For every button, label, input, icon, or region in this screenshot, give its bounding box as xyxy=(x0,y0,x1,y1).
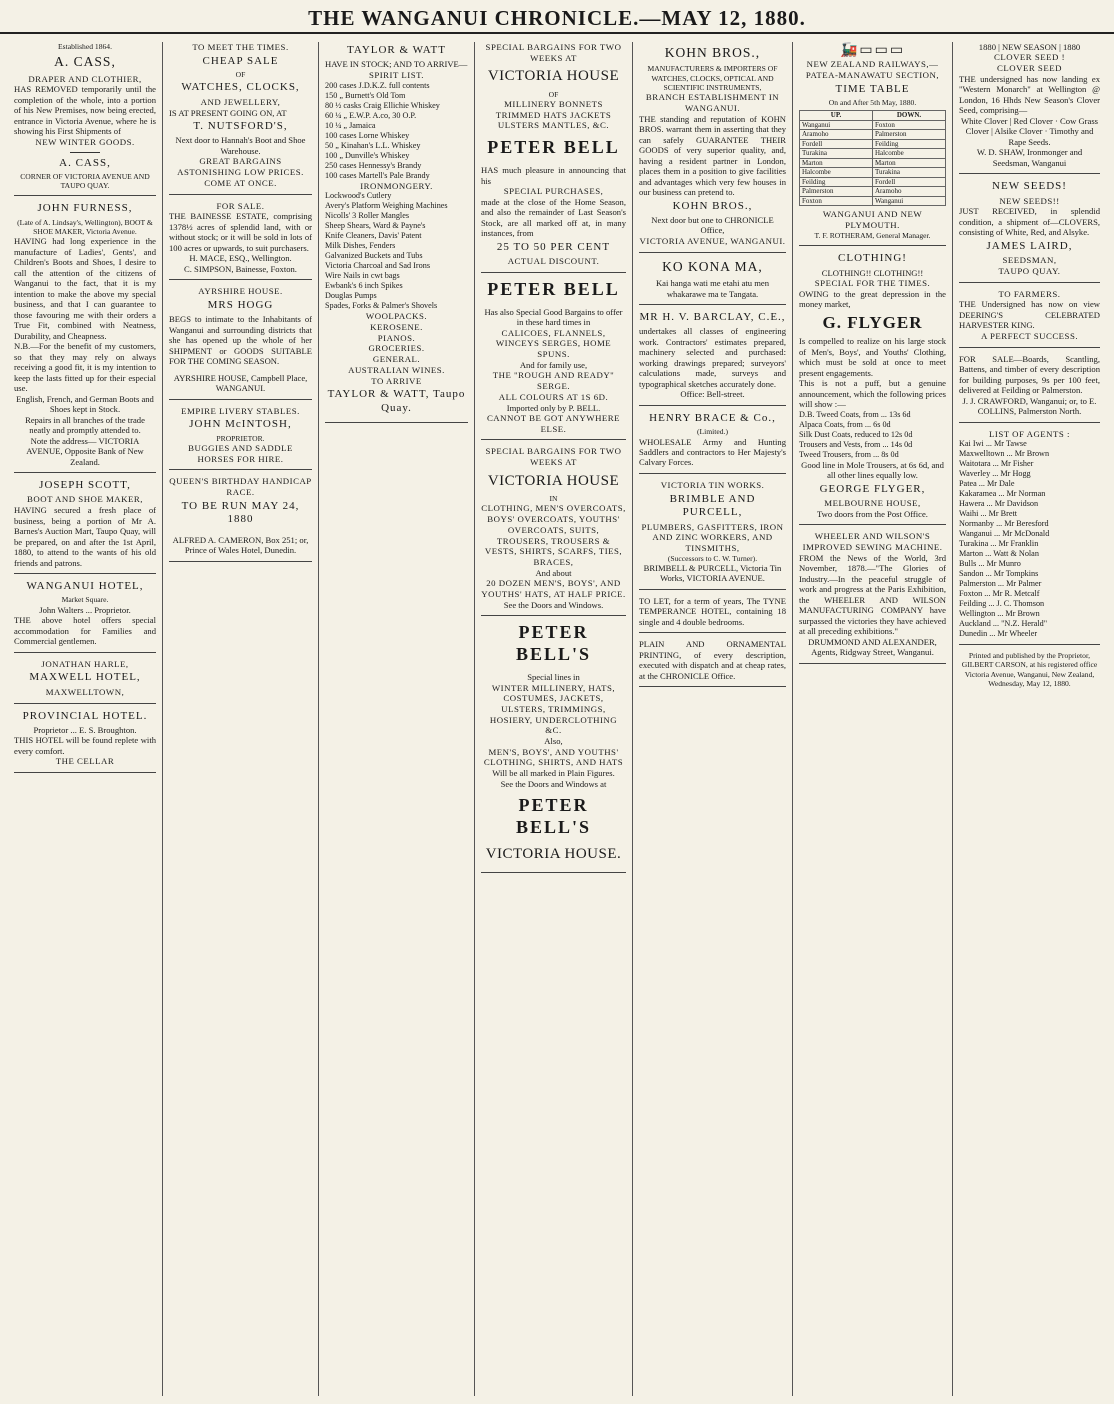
peter-bell: PETER BELL xyxy=(487,137,620,158)
hotel-body: THE above hotel offers special accommodation for Families and Commercial gentlemen. xyxy=(14,615,156,647)
pb3-plain: Will be all marked in Plain Figures. xyxy=(492,768,615,779)
timetable-table xyxy=(799,110,946,206)
laird: JAMES LAIRD, xyxy=(986,239,1073,252)
station-up: Foxton xyxy=(800,196,873,206)
ad-victoria-house-1 xyxy=(481,42,626,273)
agents: LIST OF AGENTS : xyxy=(989,428,1070,439)
flyger-body: Is compelled to realize on his large stock of Men's, Boys', and Youths' Clothing, which must be sold at once to meet present engagements. xyxy=(799,336,946,378)
cass-address: CORNER OF VICTORIA AVENUE AND TAUPO QUAY. xyxy=(20,171,150,191)
tw-iron-items xyxy=(325,191,468,311)
simpson: C. SIMPSON, Bainesse, Foxton. xyxy=(184,263,297,274)
column-4 xyxy=(475,42,633,1396)
furness-nb: N.B.—For the benefit of my customers, so that they may rely on always receiving a good fit, it is my intention to keep the lasts fitted up for their especial use. xyxy=(14,341,156,394)
agent-item: Sandon ... Mr Tompkins xyxy=(959,569,1039,579)
column-7 xyxy=(953,42,1106,1396)
imprint: Printed and published by the Proprietor, GILBERT CARSON, at his registered office Victoria Avenue, Wanganui, New Zealand, Wednesday, May 12, 1880. xyxy=(961,651,1098,688)
furness-address: Note the address— VICTORIA AVENUE, Opposite Bank of New Zealand. xyxy=(26,435,144,467)
clothing: CLOTHING! xyxy=(838,252,907,265)
spirit-item: 50 „ Kinahan's L.L. Whiskey xyxy=(325,140,421,150)
kohn-next: Next door but one to CHRONICLE Office, xyxy=(651,214,774,236)
station-down: Turakina xyxy=(873,168,946,178)
spirit-item: 100 cases Lorne Whiskey xyxy=(325,130,410,140)
printing: PLAIN AND ORNAMENTAL PRINTING, of every description, executed with dispatch and at cheap rates, at the CHRONICLE Office. xyxy=(639,639,786,681)
iron-item: Nicolls' 3 Roller Mangles xyxy=(325,211,410,221)
twodoors: Two doors from the Post Office. xyxy=(817,508,928,519)
pb-actual: ACTUAL DISCOUNT. xyxy=(507,256,600,267)
agent-item: Dunedin ... Mr Wheeler xyxy=(959,629,1038,639)
station-up: Feilding xyxy=(800,177,873,187)
vh-special: SPECIAL BARGAINS FOR TWO WEEKS AT xyxy=(485,42,622,63)
peter-bells: PETER BELL'S xyxy=(515,622,592,665)
agent-item: Palmerston ... Mr Palmer xyxy=(959,579,1042,589)
agent-list xyxy=(959,439,1100,639)
clover-body: THE undersigned has now landing ex "Western Monarch" at Wellington @ London, 16 Hhds New Season's Clover Seed, comprising— xyxy=(959,73,1100,116)
agent-item: Kai Iwi ... Mr Tawse xyxy=(959,439,1027,449)
vh2-doors: See the Doors and Windows. xyxy=(503,599,604,610)
iron-item: Sheep Shears, Ward & Payne's xyxy=(325,221,426,231)
spirit-item: 150 „ Burnett's Old Tom xyxy=(325,90,406,100)
iron-item: Galvanized Buckets and Tubs xyxy=(325,251,423,261)
ad-kokona xyxy=(639,259,786,305)
queens: QUEEN'S BIRTHDAY HANDICAP RACE. xyxy=(169,476,312,498)
barclay: MR H. V. BARCLAY, C.E., xyxy=(639,311,786,324)
ad-nutsford xyxy=(169,42,312,195)
station-down: Fordell xyxy=(873,177,946,187)
agent-item: Patea ... Mr Dale xyxy=(959,479,1015,489)
newseeds: NEW SEEDS! xyxy=(992,180,1067,193)
seeds: White Clover | Red Clover · Cow Grass Clover | Alsike Clover · Timothy and Rape Seeds. xyxy=(960,115,1099,147)
station-down: Wanganui xyxy=(873,196,946,206)
watches: WATCHES, CLOCKS, xyxy=(181,81,300,94)
tw-wool: WOOLPACKS. xyxy=(365,311,428,322)
agent-item: Hawera ... Mr Davidson xyxy=(959,499,1039,509)
jewellery: AND JEWELLERY, xyxy=(200,96,281,107)
kohn-addr: VICTORIA AVENUE, WANGANUI. xyxy=(639,235,786,246)
ad-new-seeds xyxy=(959,180,1100,282)
barclay-body: undertakes all classes of engineering work. Contractors' estimates prepared, machinery selected and purchased: working drawings prepared; surveyors' calculations made, surveys and typographical sketches accurately done. xyxy=(639,326,786,389)
ayrshire: AYRSHIRE HOUSE. xyxy=(198,286,283,297)
crawford: J. J. CRAWFORD, Wanganui; or, to E. COLLINS, Palmerston North. xyxy=(962,395,1097,417)
timber: FOR SALE—Boards, Scantling, Battens, and timber of every description for building purposes, 9s per 100 feet, delivered at Feilding or Palmerston. xyxy=(959,353,1100,396)
taupo: TAUPO QUAY. xyxy=(998,265,1061,276)
agent-item: Waitotara ... Mr Fisher xyxy=(959,459,1034,469)
tw-general: GENERAL. xyxy=(372,354,421,365)
rail2: WANGANUI AND NEW PLYMOUTH. xyxy=(822,209,923,231)
drummond: DRUMMOND AND ALEXANDER, Agents, Ridgway Street, Wanganui. xyxy=(808,636,937,658)
tolet: TO LET, for a term of years, The TYNE TEMPERANCE HOTEL, containing 18 single and 4 double bedrooms. xyxy=(639,595,786,627)
pb-made: made at the close of the Home Season, and also the remainder of Last Season's Stock, are all marked off at, in many instances, from xyxy=(481,196,626,239)
after: On and After 5th May, 1880. xyxy=(828,97,917,107)
shaw: W. D. SHAW, Ironmonger and Seedsman, Wanganui xyxy=(976,147,1083,168)
agent-item: Wanganui ... Mr McDonald xyxy=(959,529,1050,539)
hotel-name: WANGANUI HOTEL, xyxy=(26,580,144,593)
prov-name: PROVINCIAL HOTEL. xyxy=(22,709,148,722)
kohn-body: THE standing and reputation of KOHN BROS. warrant them in asserting that they can safely GUARANTEE THEIR GOODS of very superior quality, and, having a resident partner in London, places them in a position to give facilities and advantages which very few houses in our business can pretend to. xyxy=(639,113,786,198)
newspaper-title: THE WANGANUI CHRONICLE.—MAY 12, 1880. xyxy=(308,6,806,30)
tinworks: VICTORIA TIN WORKS. xyxy=(660,479,765,490)
ad-railways xyxy=(799,42,946,246)
ad-ayrshire xyxy=(169,286,312,400)
clover2: CLOVER SEED xyxy=(997,63,1062,74)
brace-sub: (Limited.) xyxy=(697,427,728,437)
wheeler-body: FROM the News of the World, 3rd November, 1878.—"The Glories of Industry.—In the peaceful struggle of work and progress at the Paris Exhibition, the WHEELER AND WILSON MANUFACTURING COMPANY have surpassed the victories they have achieved at all preceding exhibitions." xyxy=(799,552,946,637)
vh-millinery: MILLINERY BONNETS TRIMMED HATS JACKETS ULSTERS MANTLES, &C. xyxy=(495,98,612,131)
body1: IS AT PRESENT GOING ON, AT xyxy=(169,107,287,118)
next: Next door to Hannah's Boot and Shoe Warehouse. xyxy=(175,135,306,156)
clothing2: CLOTHING!! CLOTHING!! xyxy=(821,267,924,278)
iron-item: Milk Dishes, Fenders xyxy=(325,241,396,251)
price-item: Tweed Trousers, from ... 8s 0d xyxy=(799,449,899,459)
column-5 xyxy=(633,42,793,1396)
vh2-about: And about xyxy=(535,567,572,578)
agent-item: Maxwelltown ... Mr Brown xyxy=(959,449,1050,459)
deering: THE Undersigned has now on view DEERING'S CELEBRATED HARVESTER KING. xyxy=(959,299,1100,331)
agent-item: Wellington ... Mr Brown xyxy=(959,609,1040,619)
come: COME AT ONCE. xyxy=(204,177,277,188)
ad-provincial-hotel xyxy=(14,710,156,774)
agent-item: Waihi ... Mr Brett xyxy=(959,509,1018,519)
agent-item: Foxton ... Mr R. Metcalf xyxy=(959,589,1040,599)
vh2-special: SPECIAL BARGAINS FOR TWO WEEKS AT xyxy=(485,446,622,468)
ad-furness xyxy=(14,202,156,473)
vh2-dozen: 20 DOZEN MEN'S, BOYS', AND YOUTHS' HATS, AT HALF PRICE. xyxy=(481,578,626,599)
pb-colours: ALL COLOURS AT 1S 6D. xyxy=(498,391,609,402)
hotel-sub: Market Square. xyxy=(61,595,109,605)
mace: H. MACE, ESQ., Wellington. xyxy=(189,253,292,264)
runmay: TO BE RUN MAY 24, 1880 xyxy=(181,499,300,526)
spirit-item: 10 ¼ „ Jamaica xyxy=(325,120,376,130)
wheeler: WHEELER AND WILSON'S IMPROVED SEWING MACHINE. xyxy=(802,531,943,553)
astonish: ASTONISHING LOW PRICES. xyxy=(177,167,304,178)
iron-item: Douglas Pumps xyxy=(325,291,377,301)
nutsford: T. NUTSFORD'S, xyxy=(193,119,288,132)
ad-victoria-house-2 xyxy=(481,446,626,616)
timetable: TIME TABLE xyxy=(835,82,910,95)
furness-repairs: Repairs in all branches of the trade neatly and promptly attended to. xyxy=(25,414,145,436)
agent-item: Kakaramea ... Mr Norman xyxy=(959,489,1046,499)
ad-barclay xyxy=(639,311,786,406)
spirit-item: 200 cases J.D.K.Z. full contents xyxy=(325,80,430,90)
spirit-item: 250 cases Hennessy's Brandy xyxy=(325,160,422,170)
ad-timber xyxy=(959,354,1100,423)
ad-scott xyxy=(14,479,156,574)
station-up: Turakina xyxy=(800,149,873,159)
flyger-prices xyxy=(799,410,946,460)
brace-body: WHOLESALE Army and Hunting Saddlers and contractors to Her Majesty's Calvary Forces. xyxy=(639,436,786,468)
tw-spirit: SPIRIT LIST. xyxy=(368,69,425,80)
ad-farmers xyxy=(959,289,1100,348)
furness-name: JOHN FURNESS, xyxy=(37,202,133,215)
ad-taylor-watt xyxy=(325,44,468,423)
station-down: Halcombe xyxy=(873,149,946,159)
iron-item: Spades, Forks & Palmer's Shovels xyxy=(325,301,438,311)
ad-bainesse xyxy=(169,201,312,281)
pb-rough: THE "ROUGH AND READY" SERGE. xyxy=(492,370,615,392)
puff: This is not a puff, but a genuine announcement, which the following prices will show :— xyxy=(799,378,946,410)
spirit-item: 60 ¼ „ E.W.P. A.co, 30 O.P. xyxy=(325,110,417,120)
hogg-body: BEGS to intimate to the Inhabitants of Wanganui and surrounding districts that she has opened up the whole of her SHIPMENT or GOODS SUITABLE FOR THE COMING SEASON. xyxy=(169,314,312,367)
cass-goods: NEW WINTER GOODS. xyxy=(35,136,135,147)
mcintosh: JOHN McINTOSH, xyxy=(189,418,292,431)
masthead xyxy=(0,0,1114,34)
tw-title: TAYLOR & WATT xyxy=(347,44,446,56)
seasonhead: 1880 | NEW SEASON | 1880 xyxy=(978,42,1081,52)
pb-calicoes: CALICOES, FLANNELS, WINCEYS SERGES, HOME SPUNS. xyxy=(495,327,612,360)
of: OF xyxy=(235,70,246,80)
station-down: Marton xyxy=(873,158,946,168)
melbourne: MELBOURNE HOUSE, xyxy=(824,498,921,509)
farmers: TO FARMERS. xyxy=(998,288,1061,299)
tw-iron: IRONMONGERY. xyxy=(360,180,433,191)
forsale: FOR SALE. xyxy=(216,200,265,211)
station-up: Fordell xyxy=(800,139,873,149)
brimble: BRIMBLE AND PURCELL, xyxy=(669,492,756,519)
ad-printing xyxy=(639,639,786,687)
station-down: Foxton xyxy=(873,120,946,130)
vh-title: VICTORIA HOUSE xyxy=(487,68,620,85)
scott-trade: BOOT AND SHOE MAKER, xyxy=(27,494,143,505)
scott-body: HAVING secured a fresh place of business, being a portion of Mr A. Barnes's Auction Mart, Taupo Quay, will be prepared, on and after the 1st April, 1880, to attend to the wants of his old friends and patrons. xyxy=(14,505,156,568)
iron-item: Wire Nails in cwt bags xyxy=(325,271,400,281)
owing: OWING to the great depression in the money market, xyxy=(799,288,946,310)
ad-agents xyxy=(959,429,1100,646)
kohn-est: BRANCH ESTABLISHMENT IN WANGANUI. xyxy=(645,92,780,113)
success: A PERFECT SUCCESS. xyxy=(980,330,1079,341)
established-line: Established 1864. xyxy=(58,42,112,51)
maxwell-name: MAXWELL HOTEL, xyxy=(29,671,141,684)
special-times: SPECIAL FOR THE TIMES. xyxy=(814,278,931,289)
furness-sub: (Late of A. Lindsay's, Wellington), BOOT & SHOE MAKER, Victoria Avenue. xyxy=(17,217,153,237)
kokona-sub: Kai hanga wati me etahi atu men whakarawe ma te Tangata. xyxy=(655,278,770,299)
pb3-also: Also, xyxy=(544,736,563,747)
livery: EMPIRE LIVERY STABLES. xyxy=(181,405,300,416)
pb3-winter: WINTER MILLINERY, HATS, COSTUMES, JACKETS, ULSTERS, TRIMMINGS, HOSIERY, UNDERCLOTHING &C. xyxy=(489,682,618,736)
up-header: UP. xyxy=(800,111,873,121)
price-item: Silk Dust Coats, reduced to 12s 0d xyxy=(799,429,913,439)
ad-flyger xyxy=(799,252,946,525)
station-up: Wanganui xyxy=(800,120,873,130)
seedsman: SEEDSMAN, xyxy=(1002,255,1057,266)
kohn: KOHN BROS., xyxy=(664,45,761,60)
tw-kero: KEROSENE. xyxy=(370,322,423,333)
tw-items xyxy=(325,81,468,181)
cellar: THE CELLAR xyxy=(55,756,115,767)
pb3-lines: Special lines in xyxy=(527,672,580,683)
prov-body: THIS HOTEL will be found replete with every comfort. xyxy=(14,735,156,756)
agent-item: Waverley ... Mr Hogg xyxy=(959,469,1031,479)
ad-peter-bells xyxy=(481,622,626,873)
iron-item: Avery's Platform Weighing Machines xyxy=(325,201,448,211)
pb-percent: 25 TO 50 PER CENT xyxy=(496,240,611,253)
column-6 xyxy=(793,42,953,1396)
mole: Good line in Mole Trousers, at 6s 6d, and all other lines equally low. xyxy=(801,459,944,481)
ad-tin-works xyxy=(639,480,786,590)
iron-item: Knife Cleaners, Davis' Patent xyxy=(325,231,422,241)
train-icon: 🚂▭▭▭ xyxy=(839,43,906,58)
furness-body: HAVING had long experience in the manufacture of Ladies', Gents', and Children's Boots and Shoes, I desire to call the attention of the citizens of Wanganui to the fact, that it is my intention to make the above my special business, and that I can guarantee to those favouring me with their orders a True Fit, combined with Neatness, Durability, and Cheapness. xyxy=(14,236,156,341)
clover: CLOVER SEED ! xyxy=(993,52,1065,63)
scott-name: JOSEPH SCOTT, xyxy=(39,479,131,492)
tw-aus: AUSTRALIAN WINES. xyxy=(348,364,445,375)
cheap-sale: CHEAP SALE xyxy=(202,54,279,67)
pb3-mens: MEN'S, BOYS', AND YOUTHS' CLOTHING, SHIRTS, AND HATS xyxy=(483,746,624,768)
ad-cass xyxy=(14,42,156,196)
iron-item: Ewbank's 6 inch Spikes xyxy=(325,281,403,291)
ad-clover xyxy=(959,42,1100,174)
maxwell-town: MAXWELLTOWN, xyxy=(45,686,125,697)
pb-imported: Imported only by P. BELL. xyxy=(506,402,601,413)
vh2-clothing: CLOTHING, MEN'S OVERCOATS, BOYS' OVERCOATS, YOUTHS' OVERCOATS, SUITS, TROUSERS, TROUSERS & VESTS, SHIRTS, SCARFS, TIES, BRACES, xyxy=(481,503,626,568)
vh2-title: VICTORIA HOUSE xyxy=(487,472,620,489)
ad-wanganui-hotel xyxy=(14,580,156,653)
vh-of: OF xyxy=(548,89,559,99)
just: JUST RECEIVED, in splendid condition, a shipment of—CLOVERS, consisting of White, Red, and Alsyke. xyxy=(959,206,1100,238)
ad-kohn xyxy=(639,45,786,253)
cass-sign: A. CASS, xyxy=(59,156,111,169)
brace: HENRY BRACE & Co., xyxy=(649,411,776,424)
tw-pianos: PIANOS. xyxy=(377,332,416,343)
station-up: Palmerston xyxy=(800,187,873,197)
column-3 xyxy=(319,42,475,1396)
plumbers: PLUMBERS, GASFITTERS, IRON AND ZINC WORKERS, AND TINSMITHS, xyxy=(641,521,784,553)
ad-livery xyxy=(169,406,312,471)
kohn-sign: KOHN BROS., xyxy=(672,199,753,212)
kokona: KO KONA MA, xyxy=(662,258,763,274)
column-1 xyxy=(8,42,163,1396)
mcintosh-sub: PROPRIETOR. xyxy=(216,433,265,443)
vh2-in: IN xyxy=(549,494,558,504)
ad-wheeler xyxy=(799,531,946,663)
furness-boots: English, French, and German Boots and Shoes kept in Stock. xyxy=(16,393,154,415)
rotheram: T. F. ROTHERAM, General Manager. xyxy=(814,230,931,240)
cameron: ALFRED A. CAMERON, Box 251; or, Prince of Wales Hotel, Dunedin. xyxy=(172,534,309,556)
flyger: G. FLYGER xyxy=(822,312,923,332)
baines: THE BAINESSE ESTATE, comprising 1378½ acres of splendid land, with or without stock; or it will be sold in lots of 100 acres or upwards, to suit purchasers. xyxy=(169,211,312,253)
column-2 xyxy=(163,42,319,1396)
spirit-item: 100 „ Dunville's Whiskey xyxy=(325,150,410,160)
cass-name: A. CASS, xyxy=(54,54,116,70)
ad-peter-bell-2 xyxy=(481,279,626,441)
station-up: Halcombe xyxy=(800,168,873,178)
columns xyxy=(8,42,1106,1396)
railway: NEW ZEALAND RAILWAYS,—PATEA-MANAWATU SECTION, xyxy=(805,59,940,80)
prov-prop: Proprietor ... E. S. Broughton. xyxy=(33,724,137,735)
kohn-sub: MANUFACTURERS & IMPORTERS OF WATCHES, CLOCKS, OPTICAL AND SCIENTIFIC INSTRUMENTS, xyxy=(647,64,778,92)
barclay-office: Office: Bell-street. xyxy=(680,389,745,400)
hogg: MRS HOGG xyxy=(207,298,274,311)
spirit-item: 80 ½ casks Craig Ellichie Whiskey xyxy=(325,100,440,110)
cass-trade: DRAPER AND CLOTHIER, xyxy=(28,73,142,84)
agent-item: Auckland ... "N.Z. Herald" xyxy=(959,619,1048,629)
brimble-sign: BRIMBELL & PURCELL, Victoria Tin Works, VICTORIA AVENUE. xyxy=(643,562,782,584)
station-down: Feilding xyxy=(873,139,946,149)
times: TO MEET THE TIMES. xyxy=(192,42,289,52)
ayrshire2: AYRSHIRE HOUSE, Campbell Place, WANGANUI. xyxy=(173,372,308,394)
iron-item: Victoria Charcoal and Sad Irons xyxy=(325,261,431,271)
spirit-item: 100 cases Martell's Pale Brandy xyxy=(325,170,430,180)
price-item: Trousers and Vests, from ... 14s 0d xyxy=(799,439,913,449)
vh3-title: VICTORIA HOUSE. xyxy=(485,845,622,862)
ad-queens-race xyxy=(169,476,312,561)
bargains: GREAT BARGAINS xyxy=(199,156,282,167)
agent-item: Bulls ... Mr Munro xyxy=(959,559,1021,569)
pb-family: And for family use, xyxy=(519,359,588,370)
station-down: Aramoho xyxy=(873,187,946,197)
tw-instock: HAVE IN STOCK; AND TO ARRIVE— xyxy=(325,59,468,70)
buggies: BUGGIES AND SADDLE HORSES FOR HIRE. xyxy=(188,443,293,464)
agent-item: Marton ... Watt & Nolan xyxy=(959,549,1039,559)
agent-item: Feilding ... J. C. Thomson xyxy=(959,599,1045,609)
iron-item: Lockwood's Cutlery xyxy=(325,191,392,201)
harle-name: JONATHAN HARLE, xyxy=(41,658,129,669)
pb3-doors: See the Doors and Windows at xyxy=(500,778,607,789)
down-header: DOWN. xyxy=(873,111,946,121)
station-down: Palmerston xyxy=(873,130,946,140)
successors: (Successors to C. W. Turner). xyxy=(667,553,758,563)
george: GEORGE FLYGER, xyxy=(819,482,926,495)
tw-arrive: TO ARRIVE xyxy=(371,375,422,386)
tw-groceries: GROCERIES. xyxy=(368,343,425,354)
pb-purch: SPECIAL PURCHASES, xyxy=(503,186,604,197)
tw-sign: TAYLOR & WATT, Taupo Quay. xyxy=(327,388,466,414)
price-item: Alpaca Coats, from ... 6s 0d xyxy=(799,419,891,429)
pb-special2: Has also Special Good Bargains to offer in these hard times in xyxy=(484,306,623,328)
station-up: Aramoho xyxy=(800,130,873,140)
newseeds2: NEW SEEDS!! xyxy=(999,195,1060,206)
agent-item: Turakina ... Mr Franklin xyxy=(959,539,1039,549)
pb-cannot: CANNOT BE GOT ANYWHERE ELSE. xyxy=(486,413,621,434)
station-up: Marton xyxy=(800,158,873,168)
ad-brace xyxy=(639,412,786,474)
ad-maxwell-hotel xyxy=(14,659,156,704)
agent-item: Normanby ... Mr Beresford xyxy=(959,519,1049,529)
cass-body: HAS REMOVED temporarily until the completion of the whole, into a portion of his New Premises, now being erected, entrance in Victoria Avenue, where he is showing his First Shipments of xyxy=(14,84,156,137)
peter-bells-2: PETER BELL'S xyxy=(515,795,592,838)
price-item: D.B. Tweed Coats, from ... 13s 6d xyxy=(799,409,911,419)
ad-tolet xyxy=(639,596,786,633)
peter-bell-2: PETER BELL xyxy=(487,278,620,299)
pb-has: HAS much pleasure in announcing that his xyxy=(481,165,626,186)
hotel-prop: John Walters ... Proprietor. xyxy=(39,604,131,615)
